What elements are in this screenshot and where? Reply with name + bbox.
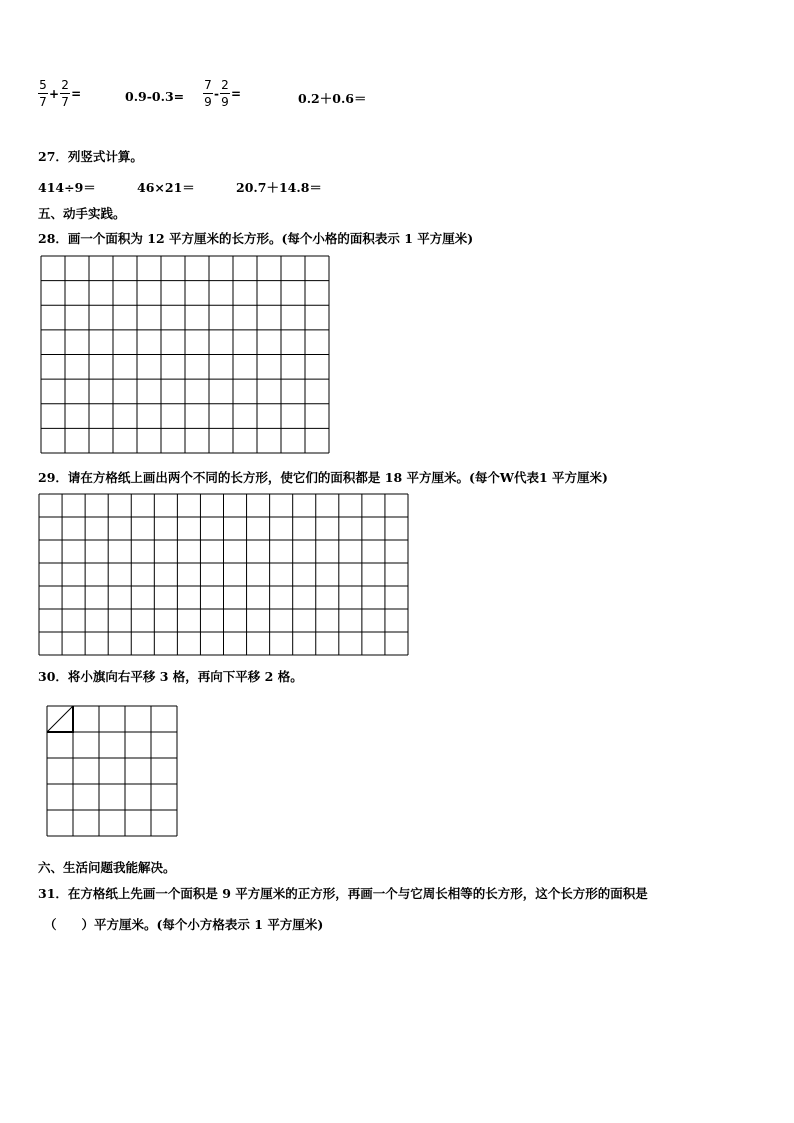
question-27-expr-1: 414÷9＝: [38, 180, 96, 195]
section-six-heading: 六、生活问题我能解决。: [38, 860, 176, 875]
grid-q29[interactable]: [39, 494, 408, 655]
denominator: 7: [39, 95, 47, 109]
numerator: 2: [61, 78, 69, 92]
expression-fraction-sum: [38, 78, 82, 109]
question-31-line-1: 31．在方格纸上先画一个面积是 9 平方厘米的正方形，再画一个与它周长相等的长方形，这个长方形的面积是: [38, 886, 648, 901]
equals-sign: =: [71, 86, 82, 101]
numerator: 2: [221, 78, 229, 92]
question-30-text: 30．将小旗向右平移 3 格，再向下平移 2 格。: [38, 669, 303, 684]
equals-sign: =: [230, 86, 242, 101]
fraction-7-9: [203, 78, 213, 109]
expression-fraction-difference: [203, 78, 242, 109]
question-27-expr-3: 20.7＋14.8＝: [236, 180, 322, 195]
grid-q30[interactable]: [47, 706, 177, 836]
numerator: 5: [39, 78, 47, 92]
fraction-2-7: [60, 78, 70, 109]
section-five-heading: 五、动手实践。: [38, 206, 126, 221]
plus-sign: +: [49, 86, 60, 101]
fraction-2-9: [220, 78, 230, 109]
question-29-text: 29．请在方格纸上画出两个不同的长方形，使它们的面积都是 18 平方厘米。(每个W代表1 平方厘米): [38, 470, 608, 485]
denominator: 7: [61, 95, 69, 109]
flag-diagonal: [47, 706, 73, 732]
grid-q28[interactable]: [41, 256, 329, 453]
expression-decimal-subtract: 0.9-0.3=: [125, 89, 185, 104]
denominator: 9: [221, 95, 229, 109]
expression-decimal-add: 0.2＋0.6＝: [298, 91, 367, 106]
fraction-5-7: [38, 78, 48, 109]
question-27-title: 27．列竖式计算。: [38, 149, 143, 164]
question-28-text: 28．画一个面积为 12 平方厘米的长方形。(每个小格的面积表示 1 平方厘米): [38, 231, 474, 246]
minus-sign: -: [214, 86, 219, 101]
question-31-line-2: （ ）平方厘米。(每个小方格表示 1 平方厘米): [44, 917, 324, 932]
numerator: 7: [204, 78, 212, 92]
question-27-expr-2: 46×21＝: [137, 180, 195, 195]
denominator: 9: [204, 95, 212, 109]
